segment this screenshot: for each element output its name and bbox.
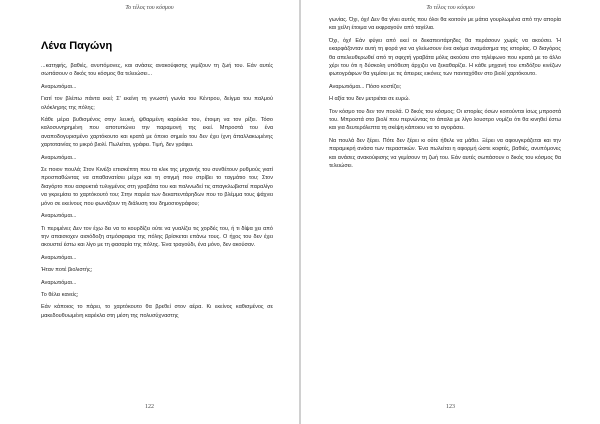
right-page — [301, 0, 600, 424]
paragraph: Αναρωτιόμαι... Πόσο κοστίζει; — [329, 83, 402, 90]
paragraph: Το θέλει κανείς; — [41, 291, 79, 298]
body-text — [41, 62, 273, 324]
paragraph: Εάν κάποιος το πάρει, το χαρτόκουτο θα βρεθεί στον αέρα. Κι εκείνος καθισμένος σε μακεδουθυωμένη καρέκλα στη μέση της πολυσύχναστης — [41, 304, 273, 319]
paragraph: Αναρωτιόμαι... — [41, 279, 77, 286]
paragraph: ...κατηφής, βαθιές, ανυπόμονες, και ανάσες ανακούφισης γεμίζουν τη ζωή του. Εάν αυτές σωπάσουν ο δικός του κόσμος θα τελειώσει... — [41, 63, 273, 78]
page-number: 122 — [145, 404, 154, 410]
paragraph: Τον κόσμο του δεν τον πουλά. Ο δικός του κόσμος; Οι ιστορίες όσων κοιτούνται ίσως μπροστά του. Μπροστά στο βιολί που περνώντας το άπαλα με λίγο λουστρο νομίζει ότι θα κινηθεί έστω και για δευτερόλεπτα τη σκέψη κάποιου να το αγοράσει. — [329, 108, 561, 132]
body-text — [329, 16, 561, 175]
paragraph: Ήταν ποτέ βιολιστής; — [41, 267, 93, 274]
chapter-title: Λένα Παγώνη — [41, 40, 113, 52]
paragraph: Αναρωτιόμαι... — [41, 83, 77, 90]
paragraph: Να πουλά δεν ξέρει. Πότε δεν ξέρει κι ούτε ήθελε να μάθει. Ξέρει να αφουγκράζεται και την παραμικρή ανάσα των περαστικών. Ένα πωλείται η αφορμή ώστε κοφτές, βαθιές, ανυπόμονες και ανάσες ανακούφισης να γεμίσουν τη ζωή του. Εάν αυτές σωπάσουν ο δικός του κόσμος θα τελειώσει. — [329, 137, 561, 170]
paragraph: Κάθε μέρα βυθισμένος στην λευκή, ψθαρμένη καρέκλα του, έτοιμη να τον ρίξει. Τόσο καλοσυνηρημένη που αποτυπώνει την παραμονή της εκεί. Μπροστά του ένα αναποδογυρισμένο χαρτόκουτο και κρατά με όποιο σημείο του δεν έχει ίχνη άπαλλακωμένης χαρτοταινίας το μικρό βιολί. Πωλείται, γράφει. Τιμή, δεν γράφει. — [41, 117, 273, 149]
paragraph: γωνίας. Όχι, όχι! Δεν θα γίνει αυτός που όλοι θα κοιτούν με μάτια γουρλωμένα από την απορία και χείλη έτοιμα να εκφραγούν από ταγέλια. — [329, 17, 561, 32]
paragraph: Γιατί τον βλέπω πάντα εκεί; Σ' εκείνη τη γνωστή γωνία του Κέντρου, δείγμα του παλμού ολόκληρης της πόλης; — [41, 96, 273, 111]
page-number: 123 — [446, 404, 455, 410]
paragraph: Η αξία του δεν μετριέται σε ευρώ. — [329, 96, 410, 103]
paragraph: Τι περιμένει; Δεν τον έχω δει να το κουρδίζει ούτε να γυαλίζει τις χορδές του, ή τι δίψα χει από την απαισιοχεν αισιόδοξη ατμόσφαιρα της πόλης βρίσκεται επάνω τους. Ο ήχος του δεν έχει ακουστεί έστω και λίγο με τη φασαρία της πόλης. Ένα τραγούδι, ένα μόνο, δεν ακούσαν. — [41, 225, 273, 249]
paragraph: Αναρωτιόμαι... — [41, 254, 77, 261]
running-header: Το τέλος του κόσμου — [426, 5, 475, 11]
left-page — [0, 0, 299, 424]
paragraph: Όχι, όχι! Εάν φύγει από εκεί οι δεκαπεντάρηδες θα περάσουν χωρίς να ακούσει. Ή εκαρφάζονταν αυτή τη φορά για να γλείωσουν ένα ακόμα αναμάσημα της ιστορίας. Ο διαγόρος θα απελευθερωθεί από τη σφιχτή γραβάτα μόλις ακούσει στο τηλέφωνο που κρατά με το άλλο χέρι του ότι η δύσκολη υπόθεση άρχιζει να ξεκαθαρίζει. Η κάθε μηχανή του επιδόξου κινέζων φωτογράφων θα γεμίσει με τις άπειρες εικόνες των πανταχόθεν στο βιολί χαρτόκουτο. — [329, 37, 561, 78]
running-header: Το τέλος του κόσμου — [125, 5, 174, 11]
paragraph: Αναρωτιόμαι... — [41, 213, 77, 220]
paragraph: Σε ποιον πουλά; Στον Κινέζο επισκέπτη που τα κλικ της μηχανής του συνθέτουν ρυθμούς γιατί προσπαθώντας να απαθανατίσει μέχρι και τη στιγμή που στρίβει το ταγμάτιο του; Στον διαγόρτο που ασφυκτιά τυλιγμένος στη γραβάτα του και παλινωδεί τις απαγκλωβιστεί παραλίγο να γκρεμίσει το χαρτόκουτό του; Στην παρέα των δεκαπεντάρηδων που το βλέμμα τους ψάχνει μόνο σε εκείνους που φωνάζουν τη διάλυση του δημοσιογράφου; — [41, 167, 273, 207]
paragraph: Αναρωτιόμαι... — [41, 154, 77, 161]
